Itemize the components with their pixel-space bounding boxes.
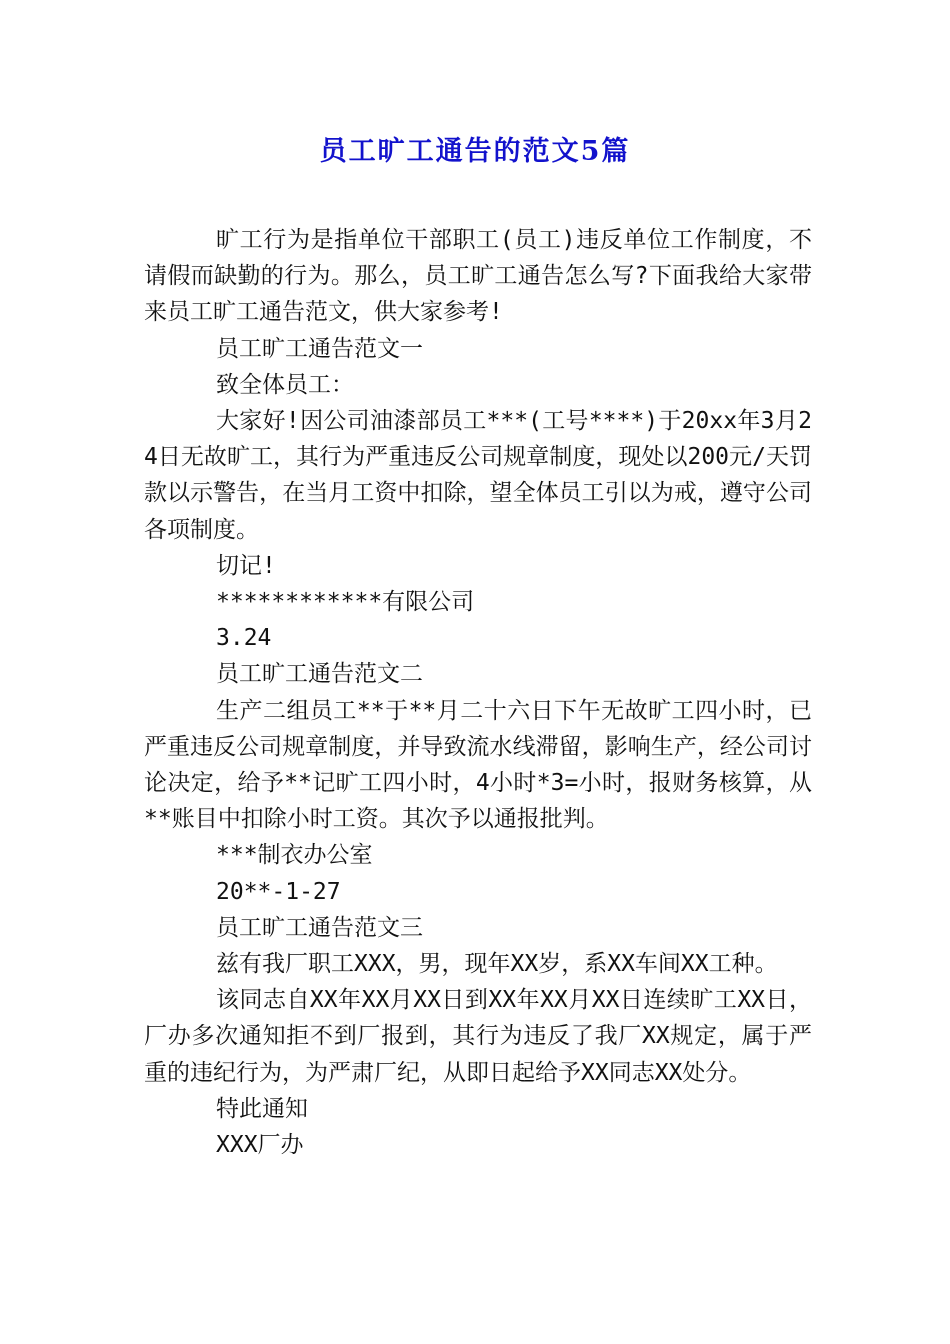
sample-one-body: 大家好!因公司油漆部员工***(工号****)于20xx年3月24日无故旷工，其行为严重违反公司规章制度，现处以200元/天罚款以示警告，在当月工资中扣除，望全体员工引以为戒，遵守公司各项制度。 [144, 408, 812, 543]
sample-one-signature: ************有限公司 [216, 589, 475, 616]
sample-two-signature: ***制衣办公室 [216, 842, 373, 869]
document-body [144, 222, 812, 1163]
sample-two-body: 生产二组员工**于**月二十六日下午无故旷工四小时，已严重违反公司规章制度，并导致流水线滞留，影响生产，经公司讨论决定，给予**记旷工四小时，4小时*3=小时，报财务核算，从**账目中扣除小时工资。其次予以通报批判。 [144, 697, 812, 833]
sample-two-date: 20**-1-27 [216, 878, 341, 905]
sample-one-heading: 员工旷工通告范文一 [216, 335, 423, 362]
salutation: 致全体员工： [216, 371, 354, 398]
document-title: 员工旷工通告的范文5篇 [319, 136, 631, 167]
sample-three-intro: 兹有我厂职工XXX，男，现年XX岁，系XX车间XX工种。 [216, 951, 778, 978]
sample-two-heading: 员工旷工通告范文二 [216, 661, 423, 688]
sample-three-closing: 特此通知 [216, 1095, 308, 1122]
intro-paragraph: 旷工行为是指单位干部职工(员工)违反单位工作制度，不请假而缺勤的行为。那么，员工旷工通告怎么写?下面我给大家带来员工旷工通告范文，供大家参考! [144, 227, 812, 326]
sample-three-body: 该同志自XX年XX月XX日到XX年XX月XX日连续旷工XX日，厂办多次通知拒不到厂报到，其行为违反了我厂XX规定，属于严重的违纪行为，为严肃厂纪，从即日起给予XX同志XX处分。 [144, 987, 812, 1086]
sample-three-signature: XXX厂办 [216, 1132, 304, 1159]
sample-one-date: 3.24 [216, 625, 272, 652]
sample-one-closing: 切记! [216, 552, 276, 579]
sample-three-heading: 员工旷工通告范文三 [216, 914, 423, 941]
